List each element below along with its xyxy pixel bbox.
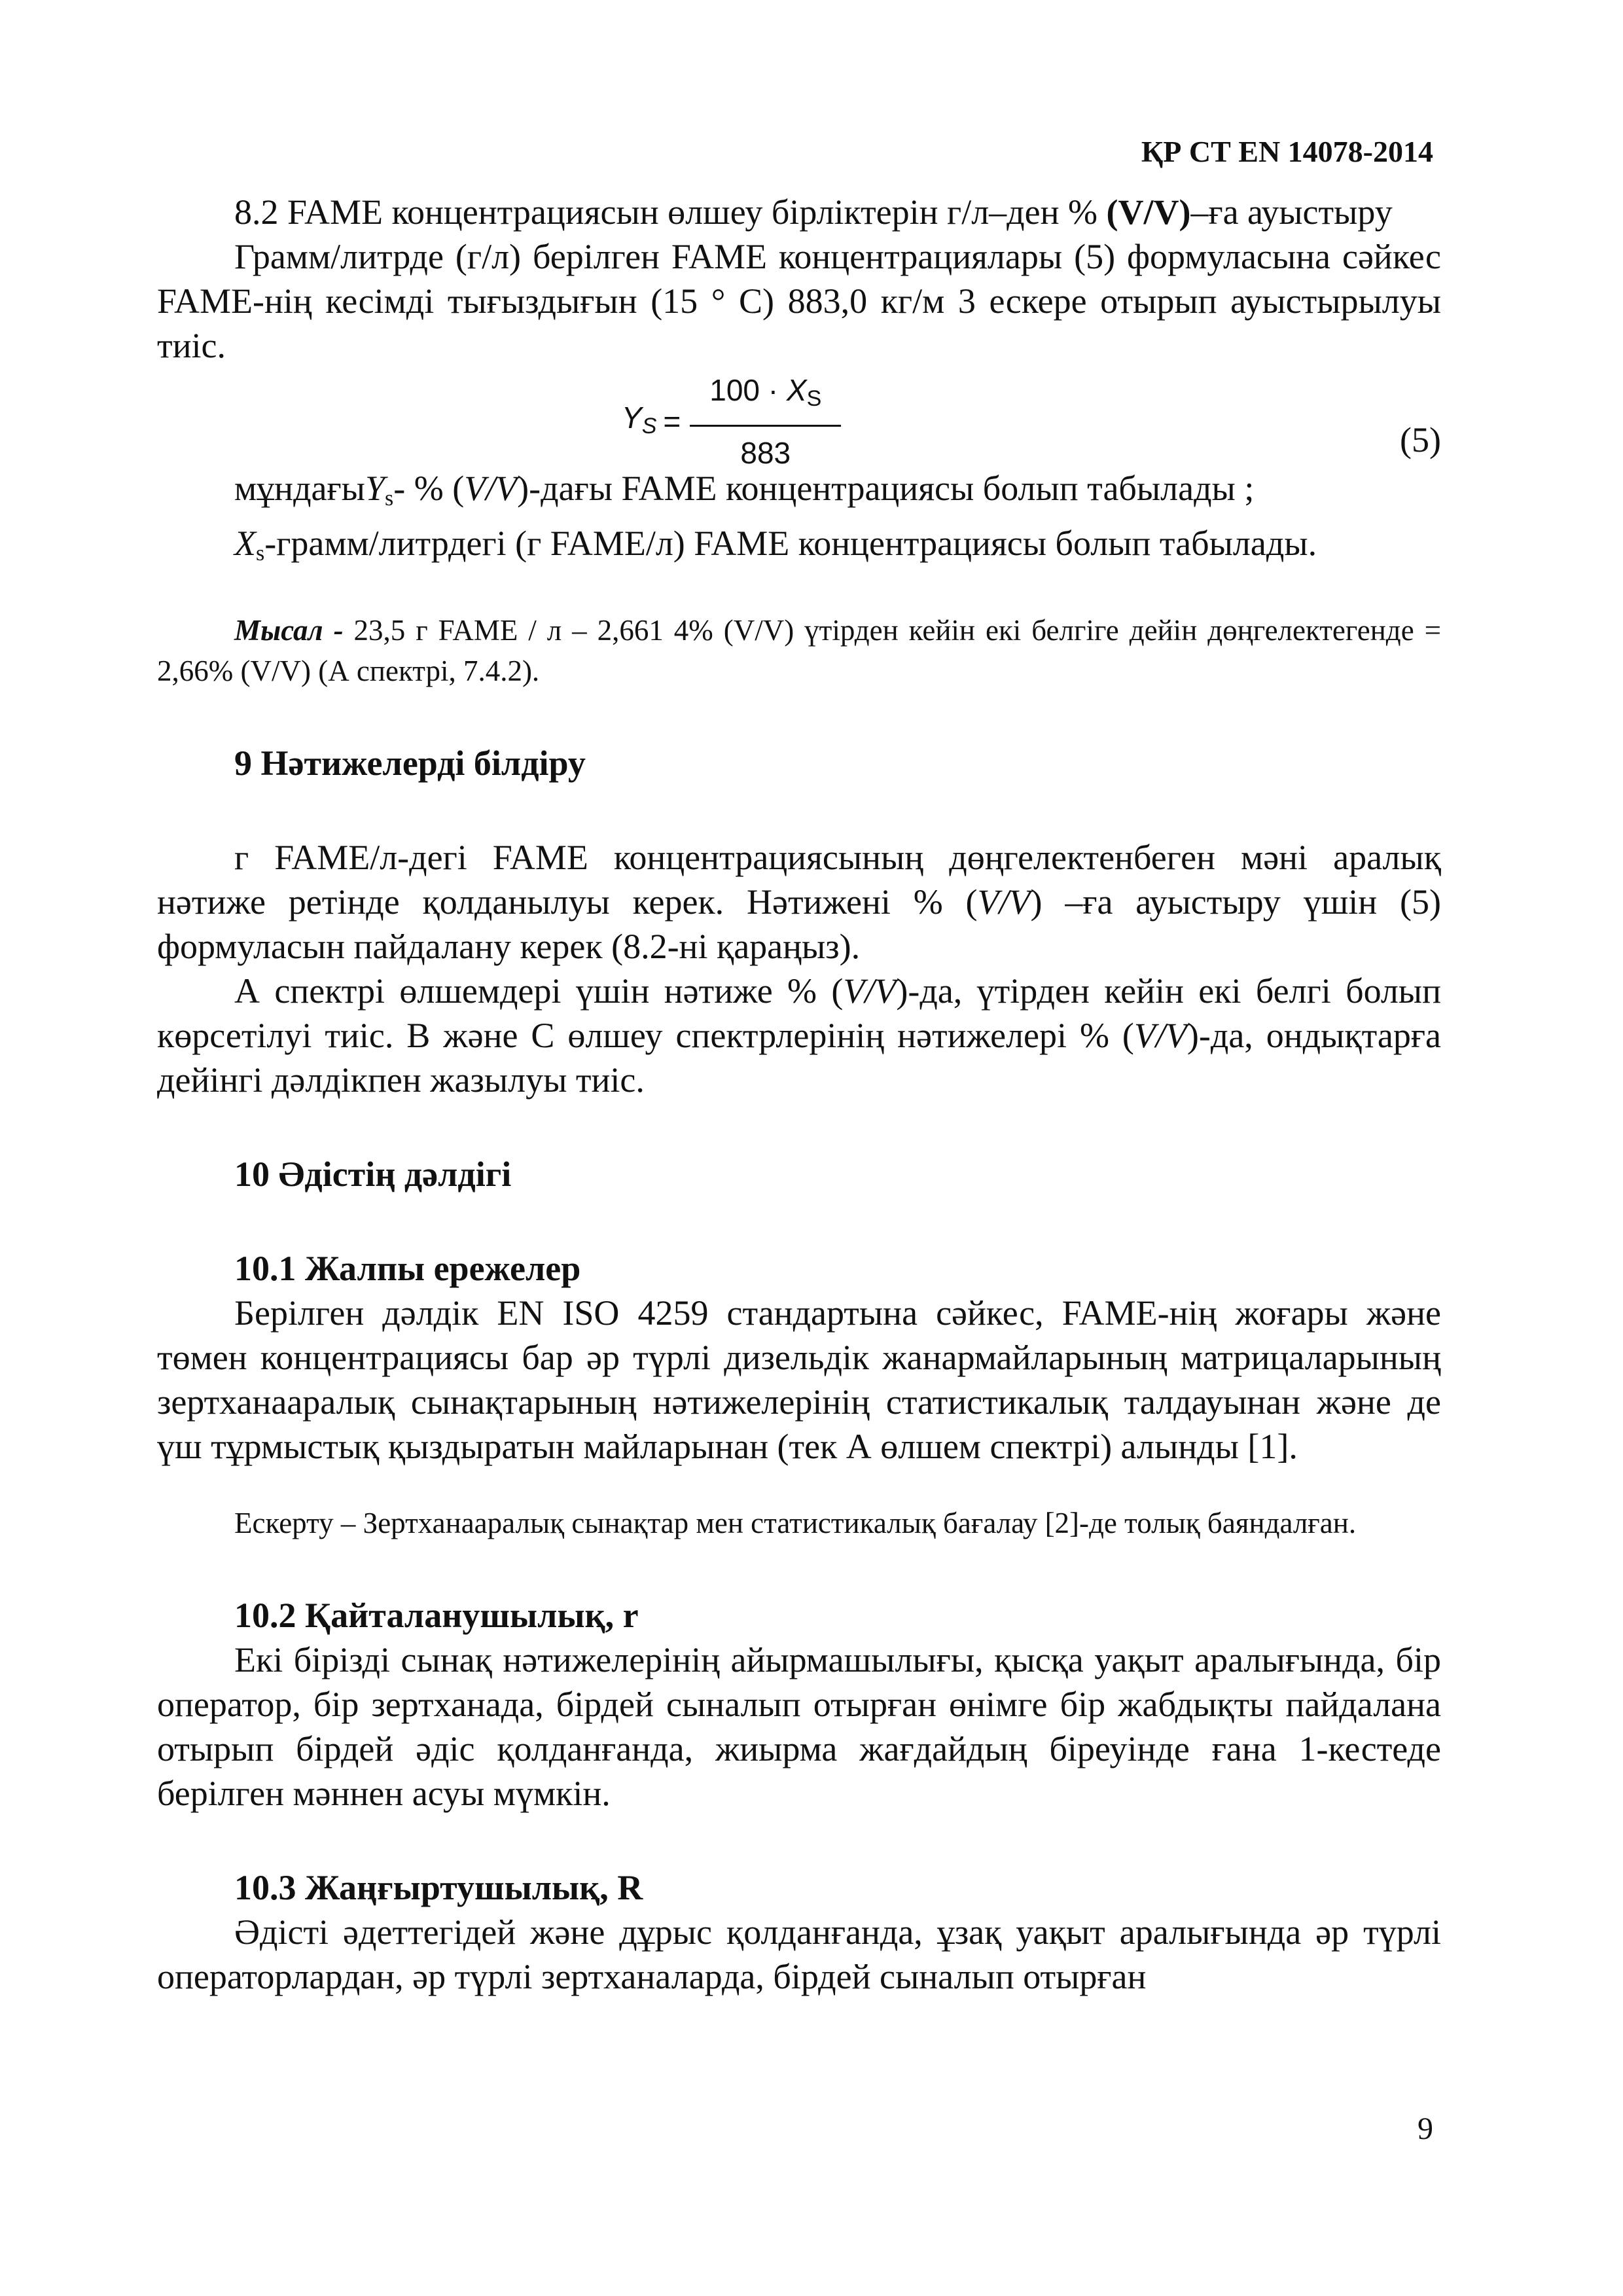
page-number: 9: [1418, 2111, 1433, 2146]
section-10-3-title: 10.3 Жаңғыртушылық, R: [234, 1868, 643, 1907]
formula-5: [622, 368, 841, 475]
where-text-1: - % (: [393, 469, 465, 508]
document-code-header: ҚР СТ EN 14078-2014: [1141, 135, 1433, 168]
where-text-2: )-дағы FAME концентрациясы болып табылады ;: [517, 469, 1255, 508]
section-8-2-suffix: –ға ауыстыру: [1190, 192, 1393, 232]
formula-num-var: X: [786, 373, 807, 407]
formula-num-sub: S: [806, 386, 822, 411]
formula-block: [157, 368, 1441, 470]
formula-numerator: [690, 368, 841, 427]
section-10-2-title: 10.2 Қайталанушылық, r: [234, 1596, 639, 1635]
section-9-p2-unit: V/V: [843, 971, 897, 1011]
where-var-x: X: [234, 524, 256, 563]
section-10-1-title: 10.1 Жалпы ережелер: [234, 1249, 581, 1288]
where-line-2: [157, 521, 1441, 576]
section-8-2-heading: [157, 190, 1441, 234]
where-word: мұндағы: [234, 469, 365, 508]
section-9-p1-unit: V/V: [977, 882, 1031, 922]
section-8-2-unit: (V/V): [1106, 192, 1191, 232]
formula-lhs-var: Y: [622, 400, 642, 435]
section-8-2-paragraph: Грамм/литрде (г/л) берілген FAME концентрациялары (5) формуласына сәйкес FAME-нің кесімді тығыздығын (15 ° С) 883,0 кг/м 3 ескере отырып ауыстырылуы тиіс.: [157, 237, 1441, 365]
where-text-3: -грамм/литрдегі (г FAME/л) FAME концентрациясы болып табылады.: [264, 524, 1317, 563]
section-9-p2-unit-2: V/V: [1133, 1016, 1187, 1055]
example-text: 23,5 г FAME / л – 2,661 4% (V/V) үтірден кейін екі белгіге дейін дөңгелектегенде = 2,66% (V/V) (А спектрі, 7.4.2).: [157, 614, 1441, 687]
formula-lhs: [622, 395, 656, 448]
section-9-paragraph-2: [157, 969, 1441, 1102]
section-9-p2-text-2: )-да, үтірден кейін екі белгі болып көрсетілуі тиіс. В және С өлшеу спектрлерінің нәтижелері % (: [157, 971, 1441, 1055]
section-9-p2-text: А спектрі өлшемдері үшін нәтиже % (: [234, 971, 844, 1011]
example-paragraph: [157, 610, 1441, 691]
formula-equals: =: [663, 404, 681, 439]
formula-lhs-sub: S: [641, 413, 657, 439]
section-9-p2-text-3: )-да, ондықтарға дейінгі дәлдікпен жазылуы тиіс.: [157, 1016, 1441, 1100]
where-var-x-sub: s: [256, 541, 265, 565]
where-var-y-sub: s: [385, 486, 394, 511]
where-unit-1: V/V: [464, 469, 518, 508]
note-paragraph: Ескерту – Зертханааралық сынақтар мен статистикалық бағалау [2]-де толық баяндалған.: [234, 1507, 1357, 1539]
formula-fraction: [690, 368, 841, 475]
section-10-title: 10 Әдістің дәлдігі: [234, 1155, 512, 1194]
section-9-title: 9 Нәтижелерді білдіру: [234, 744, 586, 783]
where-var-y: Y: [365, 469, 385, 508]
section-9-paragraph-1: [157, 835, 1441, 969]
formula-num-coef: 100 ·: [709, 373, 787, 407]
formula-number: (5): [1400, 420, 1441, 459]
section-10-2-paragraph: Екі бірізді сынақ нәтижелерінің айырмашылығы, қысқа уақыт аралығында, бір оператор, бір зертханада, бірдей сыналып отырған өнімге бір жабдықты пайдалана отырып бірдей әдіс қолданғанда, жиырма жағдайдың біреуінде ғана 1-кестеде берілген мәннен асуы мүмкін.: [157, 1640, 1441, 1813]
formula-denominator: 883: [740, 436, 791, 470]
page-body: [157, 190, 1441, 1999]
section-8-2-text: 8.2 FAME концентрациясын өлшеу бірліктерін г/л–ден %: [234, 192, 1097, 232]
example-label: Мысал -: [234, 614, 344, 647]
section-9-p1-text: г FAME/л-дегі FAME концентрациясының дөңгелектенбеген мәні аралық нәтиже ретінде қолданылуы керек. Нәтижені % (: [157, 838, 1441, 922]
section-9-p1-text-2: ) –ға ауыстыру үшін (5) формуласын пайдалану керек (8.2-ні қараңыз).: [157, 882, 1441, 966]
section-10-1-paragraph: Берілген дәлдік EN ISO 4259 стандартына сәйкес, FAME-нің жоғары және төмен концентрациясы бар әр түрлі дизельдік жанармайларының матрицаларының зертханааралық сынақтарының нәтижелерінің статистикалық талдауынан және де үш тұрмыстық қыздыратын майларынан (тек А өлшем спектрі) алынды [1].: [157, 1293, 1441, 1466]
section-10-3-paragraph: Әдісті әдеттегідей және дұрыс қолданғанда, ұзақ уақыт аралығында әр түрлі операторлардан, әр түрлі зертханаларда, бірдей сыналып отырған: [157, 1912, 1441, 1996]
